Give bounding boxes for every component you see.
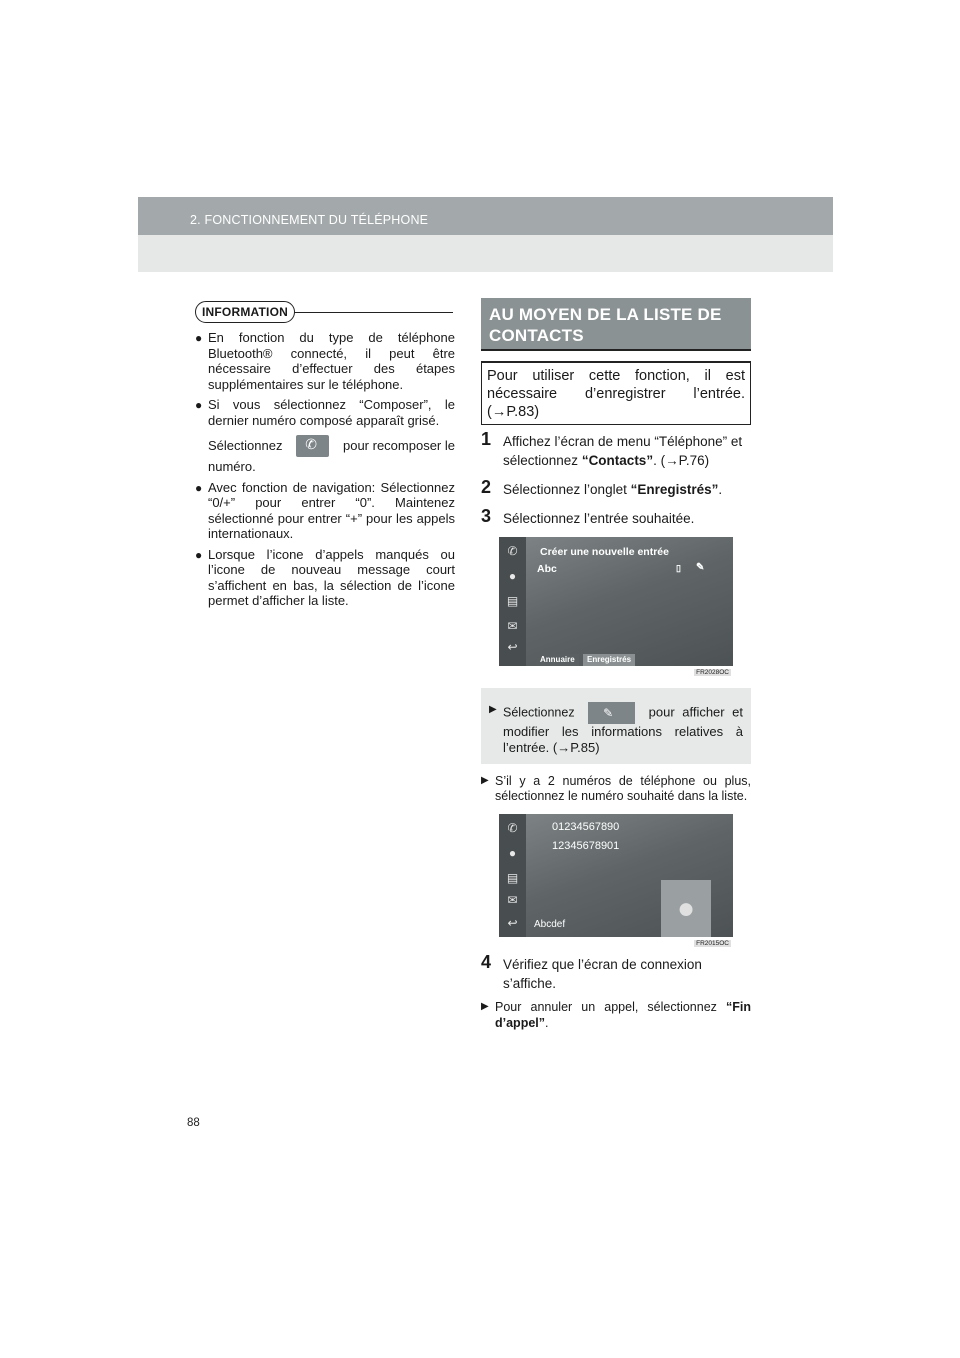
- screenshot-contacts-list: [499, 537, 733, 676]
- info-item: [195, 547, 455, 609]
- step-bold: “Enregistrés”: [630, 482, 719, 497]
- cancel-bold: “Fin d’appel”: [495, 1000, 751, 1030]
- contacts-icon: ●: [508, 846, 517, 860]
- screen-main: [526, 814, 733, 937]
- figure-code: FR2028OC: [696, 669, 729, 676]
- redial-line: [208, 435, 455, 457]
- contacts-icon: ●: [508, 569, 517, 583]
- screen-sidebar: [499, 814, 526, 937]
- step-number: 1: [481, 429, 492, 449]
- info-text: En fonction du type de téléphone Bluetooth® connecté, il peut être nécessaire d’effectuer des étapes supplémentaires sur le téléphone.: [208, 330, 455, 392]
- back-icon: ↩: [507, 640, 518, 654]
- tab-annuaire: Annuaire: [536, 654, 579, 666]
- bullet-dot-icon: ●: [195, 547, 203, 562]
- edit-icon: ✎: [588, 702, 635, 724]
- message-icon: ▤: [506, 594, 519, 608]
- select-prefix: Sélectionnez: [208, 438, 283, 454]
- mail-icon: ✉: [507, 619, 518, 633]
- info-panel: [195, 301, 455, 614]
- chapter-title: 2. FONCTIONNEMENT DU TÉLÉPHONE: [190, 213, 429, 227]
- device-icon: ▯: [676, 563, 681, 573]
- cancel-text: Pour annuler un appel, sélectionnez: [495, 1000, 726, 1014]
- phone-icon: ✆: [507, 544, 518, 558]
- edit-icon: ✎: [696, 562, 705, 573]
- phone-icon: ✆: [296, 435, 329, 457]
- step-number: 3: [481, 506, 492, 526]
- step-3: [481, 506, 751, 528]
- cancel-end: .: [545, 1016, 549, 1030]
- step-text: . (→P.76): [653, 453, 710, 468]
- phone-number: 12345678901: [552, 840, 620, 852]
- mail-icon: ✉: [507, 893, 518, 907]
- page-number: 88: [187, 1117, 200, 1129]
- bullet-triangle-icon: ▶: [481, 1001, 489, 1012]
- back-icon: ↩: [507, 916, 518, 930]
- figure-code: FR2015OC: [696, 940, 729, 947]
- entry-name: Abc: [537, 563, 557, 575]
- numbers-text: S’il y a 2 numéros de téléphone ou plus, sélectionnez le numéro souhaité dans la liste.: [495, 774, 751, 803]
- avatar: ●: [661, 880, 711, 937]
- info-list: [195, 330, 455, 609]
- screenshot-contact-detail: [499, 814, 733, 947]
- note-suffix: pour afficher et modifier les informations relatives à l’entrée. (→P.85): [503, 704, 743, 755]
- step-text: .: [718, 482, 723, 497]
- cancel-bullet: [481, 999, 751, 1031]
- create-entry-label: Créer une nouvelle entrée: [540, 546, 669, 558]
- step-2: [481, 477, 751, 499]
- phone-number: 01234567890: [552, 821, 620, 833]
- step-number: 4: [481, 952, 492, 972]
- section-title: AU MOYEN DE LA LISTE DE CONTACTS: [481, 298, 751, 349]
- numbers-bullet: [481, 774, 751, 803]
- step-text: Sélectionnez l’entrée souhaitée.: [503, 511, 695, 526]
- step-bold: “Contacts”: [581, 453, 654, 468]
- tab-enregistres: Enregistrés: [583, 654, 635, 666]
- header-subbar: [138, 235, 833, 272]
- header-bar: [138, 197, 833, 235]
- bullet-dot-icon: ●: [195, 398, 203, 412]
- select-suffix: pour recomposer le: [342, 438, 455, 454]
- screen-main: [526, 537, 733, 666]
- step-4: [481, 952, 751, 993]
- screen-sidebar: [499, 537, 526, 666]
- phone-icon: ✆: [507, 821, 518, 835]
- prerequisite-box: Pour utiliser cette fonction, il est nécessaire d’enregistrer l’entrée. (→P.83): [481, 361, 751, 425]
- info-text: Avec fonction de navigation: Sélectionnez “0/+” pour entrer “0”. Maintenez sélectionné pour entrer “+” pour les appels internationaux.: [208, 479, 455, 541]
- contacts-section: [481, 298, 751, 1031]
- info-item: [195, 330, 455, 392]
- bullet-triangle-icon: ▶: [489, 704, 497, 715]
- step-1: [481, 429, 751, 470]
- step-text: Sélectionnez l’onglet: [503, 482, 631, 497]
- bullet-triangle-icon: ▶: [481, 775, 489, 786]
- info-text: Si vous sélectionnez “Composer”, le dernier numéro composé apparaît grisé.: [208, 397, 455, 428]
- bullet-dot-icon: ●: [195, 331, 203, 345]
- info-text: Lorsque l’icone d’appels manqués ou l’icone de nouveau message court s’affichent en bas, la sélection de l’icone permet d’afficher la liste.: [208, 546, 455, 608]
- step-text: Affichez l’écran de menu “Téléphone” et sélectionnez: [503, 434, 743, 468]
- info-item: [195, 480, 455, 542]
- section-rule: [481, 349, 751, 351]
- note-bullet: [489, 702, 743, 756]
- info-tag: INFORMATION: [195, 301, 295, 323]
- step-text: Vérifiez que l’écran de connexion s’affiche.: [503, 957, 702, 991]
- select-suffix-2: numéro.: [208, 459, 256, 474]
- message-icon: ▤: [506, 871, 519, 885]
- step-number: 2: [481, 477, 492, 497]
- bullet-dot-icon: ●: [195, 480, 203, 495]
- note-box: [481, 688, 751, 764]
- note-prefix: Sélectionnez: [503, 705, 575, 720]
- info-rule: [290, 312, 453, 313]
- info-item: [195, 397, 455, 475]
- contact-name: Abcdef: [534, 919, 566, 930]
